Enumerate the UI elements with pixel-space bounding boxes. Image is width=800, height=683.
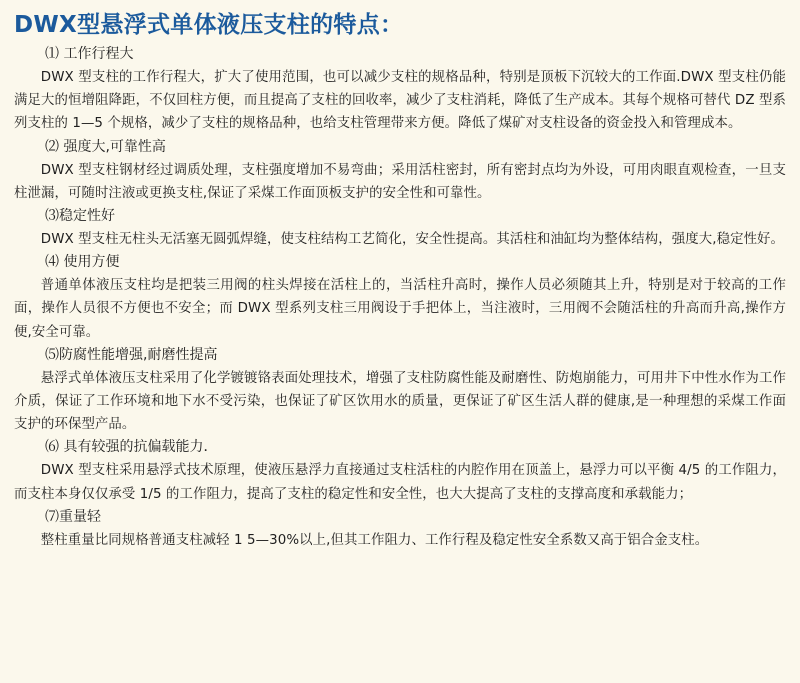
section-eccentric-load — [14, 436, 786, 505]
section-stability — [14, 205, 786, 251]
section-heading: ⑷ 使用方便 — [45, 254, 120, 271]
section-paragraph: DWX 型支柱无柱头无活塞无圆弧焊缝，使支柱结构工艺简化，安全性提高。其活柱和油缸均为整体结构，强度大,稳定性好。 — [40, 232, 785, 248]
section-paragraph: 整柱重量比同规格普通支柱减轻 1 5—30%以上,但其工作阻力、工作行程及稳定性安全系数又高于铝合金支柱。 — [40, 532, 709, 548]
section-paragraph: DWX 型支柱的工作行程大，扩大了使用范围，也可以减少支柱的规格品种，特别是顶板下沉较大的工作面.DWX 型支柱仍能满足大的恒增阻降距，不仅回柱方便，而且提高了支柱的回收率，减少了支柱消耗，降低了生产成本。其每个规格可替代 DZ 型系列支柱的 1—5 个规格，减少了支柱的规格品种，也给支柱管理带来方便。降低了煤矿对支柱设备的资金投入和管理成本。 — [14, 70, 786, 132]
section-heading: ⑴ 工作行程大 — [45, 46, 134, 62]
section-heading: ⑺重量轻 — [45, 508, 101, 525]
section-paragraph: 普通单体液压支柱均是把装三用阀的柱头焊接在活柱上的，当活柱升高时，操作人员必须随其上升，特别是对于较高的工作面，操作人员很不方便也不安全；而 DWX 型系列支柱三用阀设于手把体上，当注液时，三用阀不会随活柱的升高而升高,操作方便,安全可靠。 — [14, 278, 786, 340]
section-heading: ⑶稳定性好 — [45, 208, 115, 225]
section-paragraph: DWX 型支柱钢材经过调质处理，支柱强度增加不易弯曲；采用活柱密封，所有密封点均为外设，可用肉眼直观检查，一旦支柱泄漏，可随时注液或更换支柱,保证了采煤工作面顶板支护的安全性和可靠性。 — [14, 162, 786, 201]
document-title: DWX型悬浮式单体液压支柱的特点： — [14, 12, 404, 38]
section-paragraph: 悬浮式单体液压支柱采用了化学镀镀铬表面处理技术，增强了支柱防腐性能及耐磨性、防炮崩能力，可用井下中性水作为工作介质，保证了工作环境和地下水不受污染，也保证了矿区饮用水的质量，更保证了矿区生活人群的健康,是一种理想的采煤工作面支护的环保型产品。 — [14, 370, 786, 433]
section-heading: ⑵ 强度大,可靠性高 — [45, 138, 166, 155]
section-heading: ⑸防腐性能增强,耐磨性提高 — [45, 346, 218, 363]
section-working-stroke — [14, 43, 786, 136]
section-paragraph: DWX 型支柱采用悬浮式技术原理，使液压悬浮力直接通过支柱活柱的内腔作用在顶盖上，悬浮力可以平衡 4/5 的工作阻力，而支柱本身仅仅承受 1/5 的工作阻力，提高了支柱的稳定性和安全性，也大大提高了支柱的支撑高度和承载能力； — [14, 463, 786, 502]
section-light-weight — [14, 506, 786, 552]
section-corrosion-resistance — [14, 344, 786, 437]
section-strength-reliability — [14, 136, 786, 205]
section-ease-of-use — [14, 251, 786, 344]
section-heading: ⑹ 具有较强的抗偏载能力． — [45, 439, 218, 456]
